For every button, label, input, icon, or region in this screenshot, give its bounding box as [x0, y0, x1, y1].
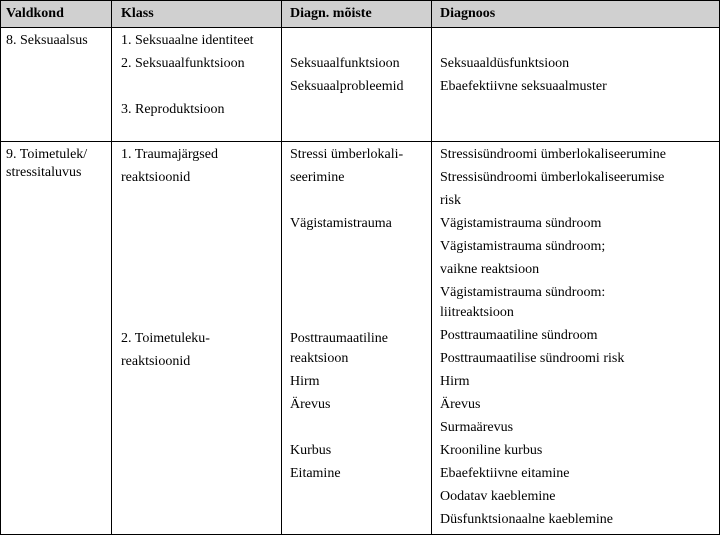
table-border-top: [0, 0, 720, 1]
cell-diagnoos: Ebaefektiivne eitamine: [440, 466, 570, 481]
cell-diagnoos: Surmaärevus: [440, 420, 514, 435]
cell-moiste: Stressi ümberlokali-: [290, 147, 404, 162]
cell-klass: reaktsioonid: [121, 170, 191, 185]
cell-moiste: Hirm: [290, 374, 320, 389]
cell-diagnoos: Posttraumaatilise sündroomi risk: [440, 351, 625, 366]
cell-klass: 3. Reproduktsioon: [121, 102, 225, 117]
row-divider: [0, 141, 720, 142]
table-border-bottom: [0, 534, 720, 535]
header-klass: Klass: [121, 6, 154, 21]
cell-moiste: Kurbus: [290, 443, 332, 458]
table-border-left: [0, 0, 1, 535]
column-divider: [431, 0, 432, 535]
header-divider: [0, 27, 720, 28]
cell-klass: 1. Seksuaalne identiteet: [121, 33, 254, 48]
cell-diagnoos: Düsfunktsionaalne kaeblemine: [440, 512, 614, 527]
header-diagnoos: Diagnoos: [440, 6, 496, 21]
cell-moiste: seerimine: [290, 170, 345, 185]
cell-diagnoos: Oodatav kaeblemine: [440, 489, 556, 504]
cell-diagnoos: Krooniline kurbus: [440, 443, 543, 458]
cell-valdkond: 8. Seksuaalsus: [6, 33, 88, 48]
cell-diagnoos: Ebaefektiivne seksuaalmuster: [440, 79, 607, 94]
cell-diagnoos: vaikne reaktsioon: [440, 262, 540, 277]
cell-diagnoos: Ärevus: [440, 397, 481, 412]
cell-diagnoos: Vägistamistrauma sündroom: [440, 216, 602, 231]
header-valdkond: Valdkond: [6, 6, 64, 21]
cell-klass: 2. Seksuaalfunktsioon: [121, 56, 245, 71]
cell-diagnoos: Stressisündroomi ümberlokaliseerumine: [440, 147, 666, 162]
cell-diagnoos: risk: [440, 193, 461, 208]
cell-klass: 2. Toimetuleku-: [121, 331, 210, 346]
cell-moiste: Eitamine: [290, 466, 341, 481]
cell-valdkond: stressitaluvus: [6, 165, 82, 180]
header-diagn-moiste: Diagn. mõiste: [290, 6, 372, 21]
column-divider: [281, 0, 282, 535]
cell-moiste: Ärevus: [290, 397, 331, 412]
cell-moiste: Posttraumaatiline: [290, 331, 388, 346]
cell-moiste: Vägistamistrauma: [290, 216, 392, 231]
cell-diagnoos: Hirm: [440, 374, 470, 389]
cell-diagnoos: Vägistamistrauma sündroom;: [440, 239, 606, 254]
column-divider: [111, 0, 112, 535]
cell-valdkond: 9. Toimetulek/: [6, 147, 88, 162]
cell-diagnoos: liitreaktsioon: [440, 305, 514, 320]
cell-moiste: reaktsioon: [290, 351, 349, 366]
cell-diagnoos: Vägistamistrauma sündroom:: [440, 285, 606, 300]
cell-klass: 1. Traumajärgsed: [121, 147, 218, 162]
cell-klass: reaktsioonid: [121, 354, 191, 369]
cell-moiste: Seksuaalfunktsioon: [290, 56, 400, 71]
cell-diagnoos: Posttraumaatiline sündroom: [440, 328, 598, 343]
cell-diagnoos: Seksuaaldüsfunktsioon: [440, 56, 570, 71]
cell-diagnoos: Stressisündroomi ümberlokaliseerumise: [440, 170, 665, 185]
cell-moiste: Seksuaalprobleemid: [290, 79, 404, 94]
